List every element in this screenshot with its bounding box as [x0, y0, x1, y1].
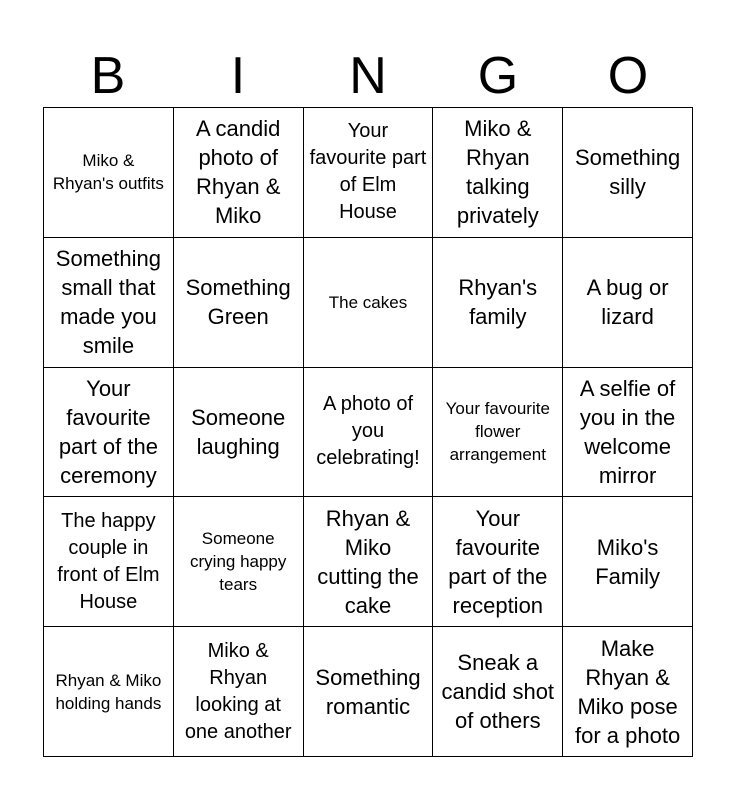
cell-text: A bug or lizard: [586, 275, 669, 330]
bingo-cell-r4-c1[interactable]: [44, 497, 174, 627]
bingo-cell-r5-c3[interactable]: [304, 627, 434, 757]
bingo-cell-r4-c3[interactable]: [304, 497, 434, 627]
cell-text: The cakes: [328, 292, 408, 312]
bingo-cell-r5-c1[interactable]: [44, 627, 174, 757]
bingo-cell-r3-c1[interactable]: [44, 368, 174, 498]
cell-text: Miko & Rhyan's outfits: [52, 151, 164, 194]
cell-text: Miko & Rhyan looking at one another: [184, 639, 292, 743]
bingo-board: [43, 107, 693, 757]
bingo-cell-r5-c2[interactable]: [174, 627, 304, 757]
bingo-cell-r1-c2[interactable]: [174, 108, 304, 238]
bingo-cell-r2-c4[interactable]: [433, 238, 563, 368]
bingo-header: [43, 44, 693, 108]
cell-text: A candid photo of Rhyan & Miko: [195, 116, 281, 229]
bingo-cell-r1-c1[interactable]: [44, 108, 174, 238]
cell-text: Your favourite part of the ceremony: [58, 375, 158, 488]
cell-text: A selfie of you in the welcome mirror: [579, 375, 676, 488]
bingo-cell-r2-c2[interactable]: [174, 238, 304, 368]
cell-text: Something small that made you smile: [55, 246, 161, 359]
cell-text: Sneak a candid shot of others: [441, 650, 555, 734]
bingo-cell-r5-c5[interactable]: [563, 627, 693, 757]
cell-text: Someone laughing: [191, 404, 286, 459]
cell-text: Rhyan & Miko cutting the cake: [317, 505, 419, 618]
bingo-cell-r4-c4[interactable]: [433, 497, 563, 627]
header-letter-i: I: [230, 47, 246, 105]
bingo-cell-r3-c2[interactable]: [174, 368, 304, 498]
cell-text: Miko & Rhyan talking privately: [456, 116, 539, 229]
cell-text: Someone crying happy tears: [190, 529, 287, 595]
cell-text: Make Rhyan & Miko pose for a photo: [575, 635, 681, 748]
bingo-cell-r2-c3[interactable]: [304, 238, 434, 368]
bingo-cell-r1-c4[interactable]: [433, 108, 563, 238]
header-letter-o: O: [607, 47, 649, 105]
bingo-cell-r1-c3[interactable]: [304, 108, 434, 238]
bingo-cell-r2-c1[interactable]: [44, 238, 174, 368]
header-letter-n: N: [349, 47, 387, 105]
bingo-cell-r1-c5[interactable]: [563, 108, 693, 238]
cell-text: The happy couple in front of Elm House: [57, 509, 160, 613]
cell-text: Your favourite part of the reception: [448, 505, 548, 618]
cell-text: A photo of you celebrating!: [316, 393, 420, 470]
header-letter-b: B: [90, 47, 126, 105]
bingo-cell-r3-c4[interactable]: [433, 368, 563, 498]
bingo-cell-r4-c2[interactable]: [174, 497, 304, 627]
cell-text: Something silly: [575, 145, 681, 200]
bingo-cell-r2-c5[interactable]: [563, 238, 693, 368]
cell-text: Rhyan's family: [458, 275, 538, 330]
cell-text: Your favourite flower arrangement: [445, 399, 550, 465]
cell-text: Your favourite part of Elm House: [309, 120, 427, 224]
header-letter-g: G: [477, 47, 519, 105]
bingo-cell-r3-c3[interactable]: [304, 368, 434, 498]
cell-text: Miko's Family: [595, 534, 660, 589]
bingo-cell-r5-c4[interactable]: [433, 627, 563, 757]
bingo-cell-r4-c5[interactable]: [563, 497, 693, 627]
cell-text: Something Green: [185, 275, 291, 330]
cell-text: Rhyan & Miko holding hands: [55, 670, 162, 713]
cell-text: Something romantic: [315, 664, 421, 719]
bingo-cell-r3-c5[interactable]: [563, 368, 693, 498]
